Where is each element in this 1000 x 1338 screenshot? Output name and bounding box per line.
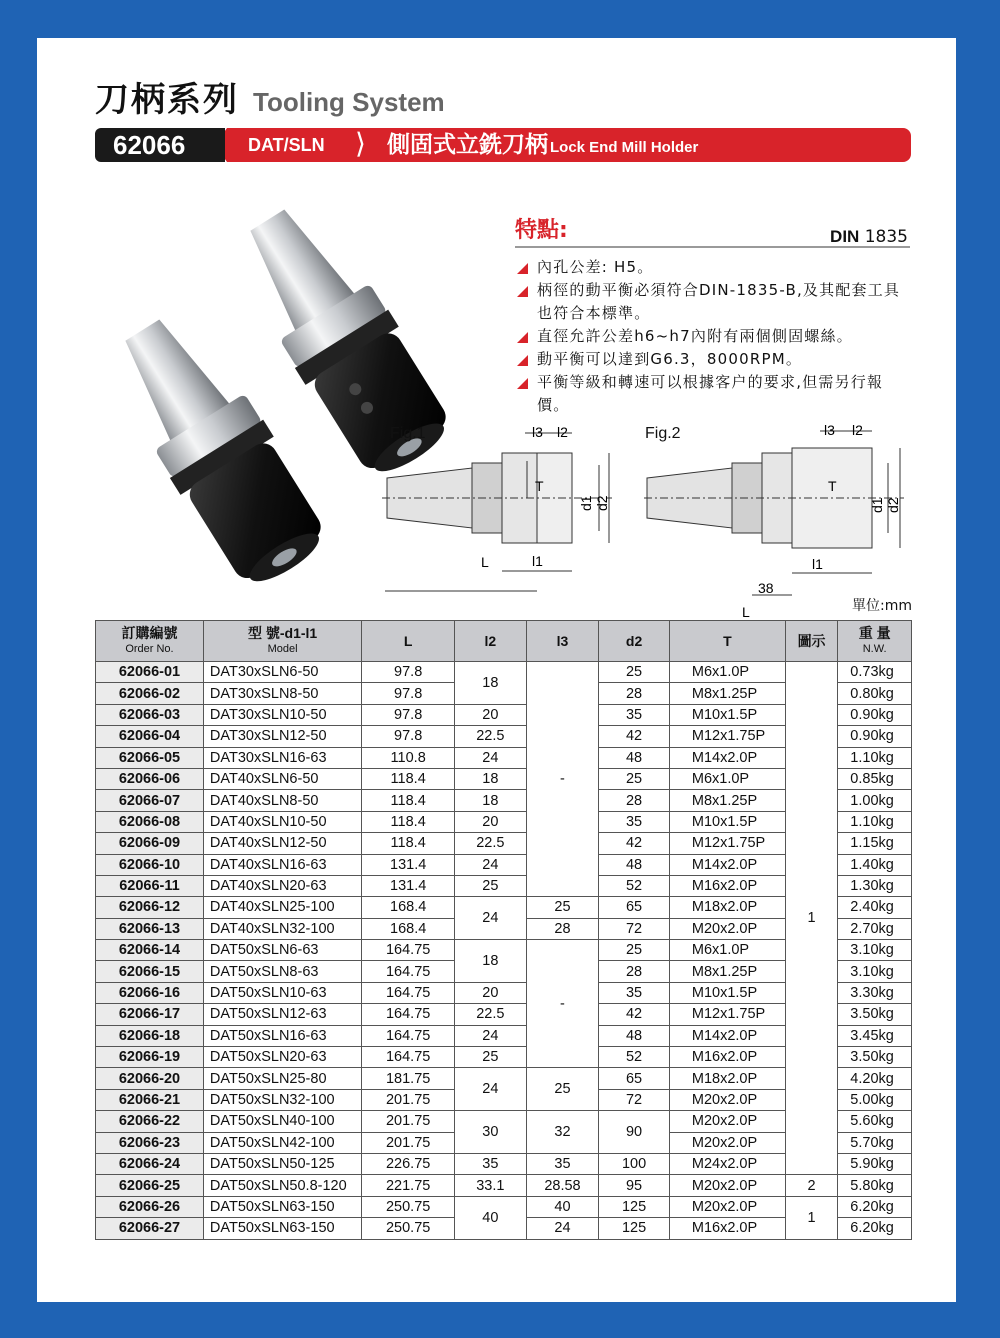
table-row: 62066-18 DAT50xSLN16-63 164.75 24 48 M14x2.0P 3.45kg: [96, 1025, 912, 1046]
table-row: 62066-26 DAT50xSLN63-150 250.75 40 40 125 M20x2.0P 1 6.20kg: [96, 1196, 912, 1217]
fig1-dim-l3: l3: [532, 424, 543, 440]
triangle-bullet-icon: [517, 378, 528, 389]
fig1-drawing: [377, 423, 622, 573]
table-row: 62066-27 DAT50xSLN63-150 250.75 24 125 M16x2.0P 6.20kg: [96, 1218, 912, 1239]
features-panel: [515, 213, 910, 417]
triangle-bullet-icon: [517, 263, 528, 274]
desc-cn: 側固式立銑刀柄: [387, 132, 548, 158]
din-standard: [830, 227, 908, 247]
table-row: 62066-16 DAT50xSLN10-63 164.75 20 35 M10x1.5P 3.30kg: [96, 982, 912, 1003]
fig1-dim-L: L: [481, 554, 489, 570]
din-prefix: DIN: [830, 227, 860, 246]
table-row: 62066-10 DAT40xSLN16-63 131.4 24 48 M14x2.0P 1.40kg: [96, 854, 912, 875]
features-heading: 特點:: [515, 218, 568, 243]
table-row: 62066-04 DAT30xSLN12-50 97.8 22.5 42 M12x1.75P 0.90kg: [96, 726, 912, 747]
triangle-bullet-icon: [517, 355, 528, 366]
fig2-label: Fig.2: [645, 425, 681, 442]
col-l2: l2: [455, 621, 527, 662]
table-row: 62066-01 DAT30xSLN6-50 97.8 18 - 25 M6x1.0P 1 0.73kg: [96, 662, 912, 683]
fig1-dim-l1: l1: [532, 553, 543, 569]
title-cn: 刀柄系列: [95, 80, 239, 120]
table-row: 62066-03 DAT30xSLN10-50 97.8 20 35 M10x1.5P 0.90kg: [96, 704, 912, 725]
triangle-bullet-icon: [517, 286, 528, 297]
table-row: 62066-07 DAT40xSLN8-50 118.4 18 28 M8x1.25P 1.00kg: [96, 790, 912, 811]
fig2-dim-d2: d2: [885, 497, 901, 513]
features-list: [515, 256, 910, 417]
feature-item: 內孔公差: H5。: [515, 256, 910, 279]
table-row: 62066-15 DAT50xSLN8-63 164.75 28 M8x1.25P 3.10kg: [96, 961, 912, 982]
fig2-dim-l2: l2: [852, 422, 863, 438]
table-row: 62066-12 DAT40xSLN25-100 168.4 24 25 65 M18x2.0P 2.40kg: [96, 897, 912, 918]
triangle-bullet-icon: [517, 332, 528, 343]
feature-item: 動平衡可以達到G6.3，8000RPM。: [515, 348, 910, 371]
feature-item: 柄徑的動平衡必須符合DIN-1835-B,及其配套工具也符合本標準。: [515, 279, 910, 325]
table-row: 62066-17 DAT50xSLN12-63 164.75 22.5 42 M12x1.75P 3.50kg: [96, 1004, 912, 1025]
catalog-page: [37, 38, 956, 1302]
fig1-dim-d1: d1: [578, 495, 594, 511]
col-model: 型 號-d1-l1 Model: [203, 621, 361, 662]
table-row: 62066-08 DAT40xSLN10-50 118.4 20 35 M10x1.5P 1.10kg: [96, 811, 912, 832]
desc-en: Lock End Mill Holder: [550, 139, 699, 156]
product-band: [95, 128, 911, 162]
product-model: DAT/SLN: [248, 135, 325, 155]
table-row: 62066-25 DAT50xSLN50.8-120 221.75 33.1 28.58 95 M20x2.0P 2 5.80kg: [96, 1175, 912, 1196]
fig2-dim-l1: l1: [812, 556, 823, 572]
table-row: 62066-11 DAT40xSLN20-63 131.4 25 52 M16x2.0P 1.30kg: [96, 875, 912, 896]
col-order: 訂購編號 Order No.: [96, 621, 204, 662]
table-row: 62066-13 DAT40xSLN32-100 168.4 28 72 M20x2.0P 2.70kg: [96, 918, 912, 939]
chevron-right-icon: ⟩: [355, 127, 366, 160]
fig2-dim-T: T: [828, 478, 837, 494]
table-row: 62066-20 DAT50xSLN25-80 181.75 24 25 65 M18x2.0P 4.20kg: [96, 1068, 912, 1089]
fig1-dim-d2: d2: [594, 495, 610, 511]
fig2-dim-L: L: [742, 604, 750, 620]
col-d2: d2: [599, 621, 670, 662]
product-description: [387, 128, 698, 165]
table-row: 62066-14 DAT50xSLN6-63 164.75 18 - 25 M6x1.0P 3.10kg: [96, 940, 912, 961]
unit-label: 單位:mm: [852, 598, 912, 614]
col-l3: l3: [526, 621, 599, 662]
col-L: L: [362, 621, 455, 662]
table-row: 62066-23 DAT50xSLN42-100 201.75 M20x2.0P 5.70kg: [96, 1132, 912, 1153]
fig1-label: Fig.1: [390, 425, 426, 442]
page-title: [95, 72, 445, 122]
table-row: 62066-09 DAT40xSLN12-50 118.4 22.5 42 M12x1.75P 1.15kg: [96, 833, 912, 854]
title-en: Tooling System: [253, 87, 445, 117]
feature-item: 直徑允許公差h6~h7內附有兩個側固螺絲。: [515, 325, 910, 348]
fig2-dim-d1: d1: [869, 497, 885, 513]
table-header-row: [96, 621, 912, 662]
table-row: 62066-24 DAT50xSLN50-125 226.75 35 35 100 M24x2.0P 5.90kg: [96, 1153, 912, 1174]
din-number: 1835: [864, 227, 908, 247]
col-fig: 圖示: [785, 621, 837, 662]
fig1-dim-T: T: [535, 478, 544, 494]
fig2-dim-l3: l3: [824, 422, 835, 438]
table-row: 62066-22 DAT50xSLN40-100 201.75 30 32 90 M20x2.0P 5.60kg: [96, 1111, 912, 1132]
table-row: 62066-21 DAT50xSLN32-100 201.75 72 M20x2.0P 5.00kg: [96, 1089, 912, 1110]
table-row: 62066-06 DAT40xSLN6-50 118.4 18 25 M6x1.0P 0.85kg: [96, 768, 912, 789]
col-weight: 重 量 N.W.: [838, 621, 912, 662]
fig2-dim-38: 38: [758, 580, 774, 596]
feature-item: 平衡等級和轉速可以根據客户的要求,但需另行報價。: [515, 371, 910, 417]
spec-table: [95, 620, 912, 1240]
table-row: 62066-05 DAT30xSLN16-63 110.8 24 48 M14x2.0P 1.10kg: [96, 747, 912, 768]
table-row: 62066-19 DAT50xSLN20-63 164.75 25 52 M16x2.0P 3.50kg: [96, 1047, 912, 1068]
product-code: 62066: [95, 128, 225, 162]
table-row: 62066-02 DAT30xSLN8-50 97.8 28 M8x1.25P 0.80kg: [96, 683, 912, 704]
fig1-dim-l2: l2: [557, 424, 568, 440]
col-T: T: [669, 621, 785, 662]
